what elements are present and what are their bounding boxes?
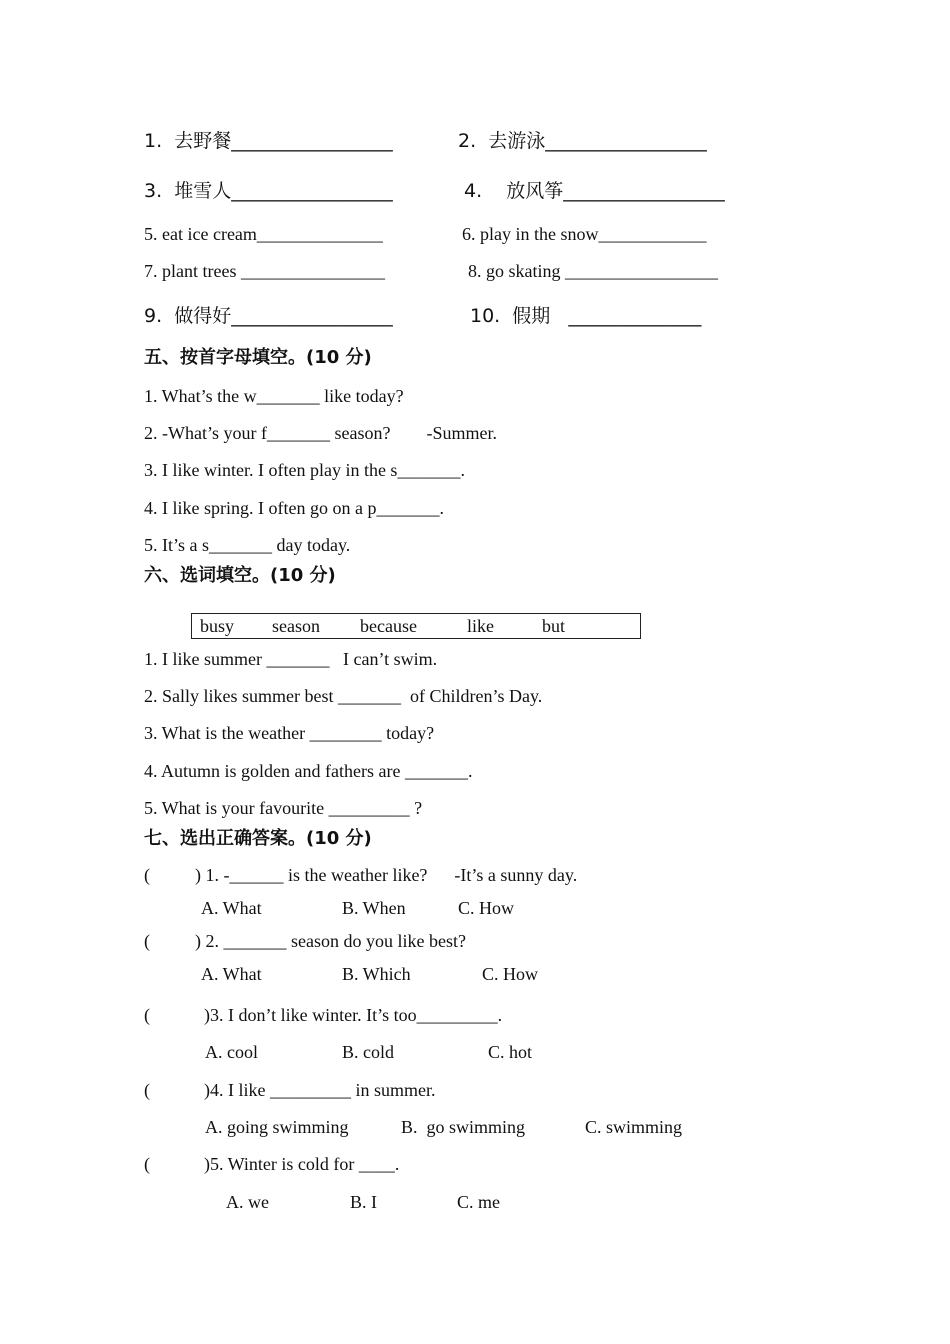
s5-item-3: 3. I like winter. I often play in the s_______. bbox=[144, 460, 465, 480]
s7-q5-option-b: B. I bbox=[350, 1192, 377, 1212]
s5-item-2: 2. -What’s your f_______ season? -Summer. bbox=[144, 423, 497, 443]
s4-item-7: 7. plant trees ________________ bbox=[144, 261, 385, 281]
s5-item-1: 1. What’s the w_______ like today? bbox=[144, 386, 404, 406]
s5-item-5: 5. It’s a s_______ day today. bbox=[144, 535, 351, 555]
s7-q4-option-b: B. go swimming bbox=[401, 1117, 526, 1137]
word-bank-word: because bbox=[360, 616, 417, 636]
s4-item-6: 6. play in the snow____________ bbox=[462, 224, 707, 244]
s4-item-1: 1. 去野餐_________________ bbox=[144, 130, 393, 152]
s7-question-4: ( )4. I like _________ in summer. bbox=[144, 1080, 436, 1100]
s4-item-4: 4. 放风筝_________________ bbox=[464, 180, 725, 202]
s6-item-2: 2. Sally likes summer best _______ of Children’s Day. bbox=[144, 686, 543, 706]
s7-q4-option-c: C. swimming bbox=[585, 1117, 683, 1137]
s7-q5-option-a: A. we bbox=[226, 1192, 269, 1212]
s4-item-2: 2. 去游泳_________________ bbox=[458, 130, 707, 152]
s7-q2-option-c: C. How bbox=[482, 964, 539, 984]
word-bank-box bbox=[191, 613, 641, 639]
section7-title: 七、选出正确答案。(10 分) bbox=[144, 828, 372, 849]
s4-item-9: 9. 做得好_________________ bbox=[144, 305, 393, 327]
section5-title: 五、按首字母填空。(10 分) bbox=[144, 347, 372, 368]
s4-item-5: 5. eat ice cream______________ bbox=[144, 224, 383, 244]
s7-question-2: ( ) 2. _______ season do you like best? bbox=[144, 931, 466, 951]
s7-q5-option-c: C. me bbox=[457, 1192, 500, 1212]
s4-item-3: 3. 堆雪人_________________ bbox=[144, 180, 393, 202]
s7-q2-option-b: B. Which bbox=[342, 964, 411, 984]
s7-q4-option-a: A. going swimming bbox=[205, 1117, 349, 1137]
word-bank-word: but bbox=[542, 616, 566, 636]
s4-item-10: 10. 假期 ______________ bbox=[470, 305, 702, 327]
s5-item-4: 4. I like spring. I often go on a p_______. bbox=[144, 498, 444, 518]
s6-item-3: 3. What is the weather ________ today? bbox=[144, 723, 435, 743]
s7-q1-option-c: C. How bbox=[458, 898, 515, 918]
s6-item-1: 1. I like summer _______ I can’t swim. bbox=[144, 649, 438, 669]
section6-title: 六、选词填空。(10 分) bbox=[144, 565, 336, 586]
word-bank-word: busy bbox=[200, 616, 235, 636]
s7-q1-option-b: B. When bbox=[342, 898, 406, 918]
s6-item-4: 4. Autumn is golden and fathers are _______. bbox=[144, 761, 473, 781]
s7-q1-option-a: A. What bbox=[201, 898, 262, 918]
s7-question-3: ( )3. I don’t like winter. It’s too_________. bbox=[144, 1005, 503, 1025]
s7-q2-option-a: A. What bbox=[201, 964, 262, 984]
s7-question-5: ( )5. Winter is cold for ____. bbox=[144, 1154, 400, 1174]
s6-item-5: 5. What is your favourite _________ ? bbox=[144, 798, 423, 818]
s7-question-1: ( ) 1. -______ is the weather like? -It’s a sunny day. bbox=[144, 865, 578, 885]
s4-item-8: 8. go skating _________________ bbox=[468, 261, 718, 281]
s7-q3-option-a: A. cool bbox=[205, 1042, 258, 1062]
s7-q3-option-b: B. cold bbox=[342, 1042, 394, 1062]
word-bank-word: like bbox=[467, 616, 494, 636]
word-bank-word: season bbox=[272, 616, 320, 636]
s7-q3-option-c: C. hot bbox=[488, 1042, 533, 1062]
